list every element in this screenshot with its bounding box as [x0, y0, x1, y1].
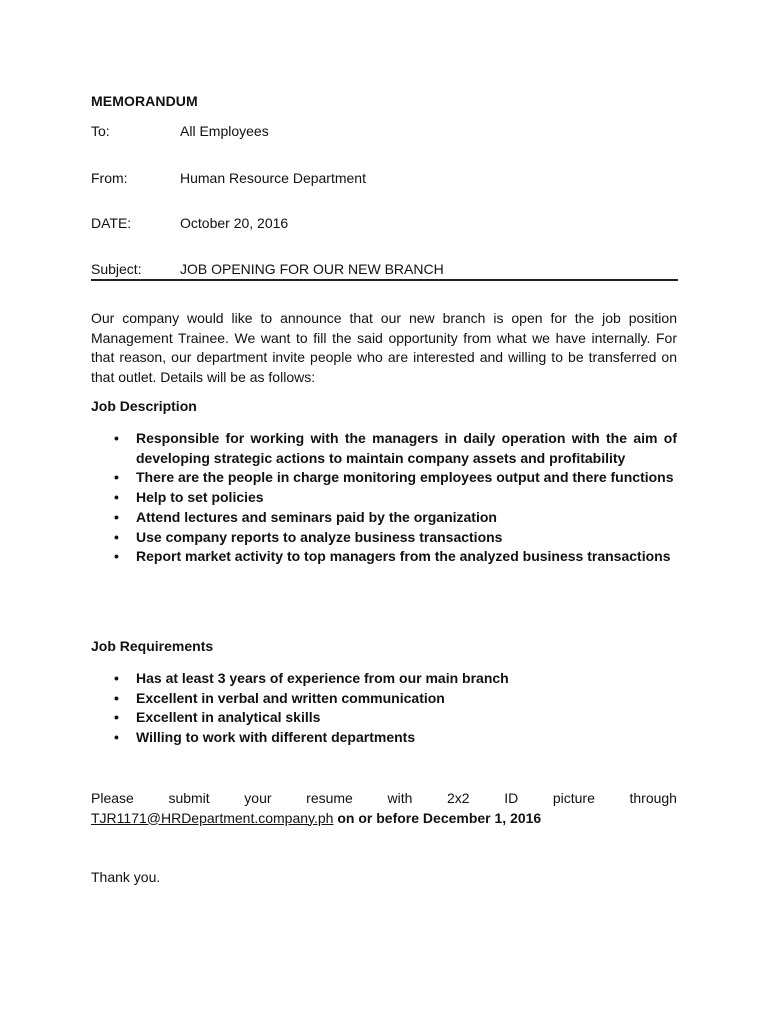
date-value: October 20, 2016 [180, 215, 289, 231]
list-item-text: Report market activity to top managers from the analyzed business transactions [136, 548, 671, 565]
list-item-text: Willing to work with different departments [136, 729, 416, 746]
bullet-icon: • [114, 528, 119, 545]
list-item [91, 689, 677, 709]
to-value: All Employees [180, 123, 269, 139]
list-item [91, 488, 677, 508]
bullet-icon: • [114, 548, 119, 565]
from-value: Human Resource Department [180, 170, 366, 186]
job-description-list [91, 429, 677, 567]
list-item [91, 669, 677, 689]
list-item [91, 708, 677, 728]
closing-text: Thank you. [91, 869, 161, 885]
list-item-text: Use company reports to analyze business transactions [136, 528, 503, 545]
list-item [91, 547, 677, 567]
bullet-icon: • [114, 430, 119, 446]
list-item-text: Responsible for working with the managers in daily operation with the aim of developing strategic actions to maintain company assets and profitability [136, 430, 677, 466]
bullet-icon: • [114, 508, 119, 525]
list-item [91, 728, 677, 748]
list-item-text: There are the people in charge monitoring employees output and there functions [136, 469, 674, 486]
bullet-icon: • [114, 689, 119, 706]
submit-word: through [629, 790, 677, 806]
submit-word: your [244, 790, 272, 806]
date-label: DATE: [91, 215, 132, 231]
job-requirements-list [91, 669, 677, 748]
intro-paragraph: Our company would like to announce that our new branch is open for the job position Management Trainee. We want to fill the said opportunity from what we have internally. For that reason, our department invite people who are interested and willing to be transferred on that outlet. Details will be as follows: [91, 310, 677, 385]
submit-word: picture [552, 790, 595, 806]
submit-instructions [91, 789, 677, 828]
submit-word: ID [504, 790, 519, 806]
submit-line [91, 789, 677, 809]
job-requirements-heading: Job Requirements [91, 638, 214, 654]
submit-line-2 [91, 809, 677, 829]
list-item-text: Excellent in analytical skills [136, 709, 321, 726]
from-label: From: [91, 170, 128, 186]
submit-word: submit [168, 790, 210, 806]
memo-title: MEMORANDUM [91, 93, 198, 109]
header-divider [91, 279, 678, 281]
bullet-icon: • [114, 729, 119, 746]
submit-word: Please [91, 790, 134, 806]
submit-word: 2x2 [447, 790, 470, 806]
bullet-icon: • [114, 489, 119, 506]
list-item-text: Attend lectures and seminars paid by the organization [136, 508, 497, 525]
submit-word: resume [306, 790, 353, 806]
list-item-text: Has at least 3 years of experience from our main branch [136, 670, 509, 686]
list-item [91, 528, 677, 548]
list-item [91, 429, 677, 468]
bullet-icon: • [114, 670, 119, 686]
subject-label: Subject: [91, 261, 142, 277]
list-item [91, 508, 677, 528]
submit-word: with [387, 790, 413, 806]
bullet-icon: • [114, 709, 119, 726]
list-item-text: Help to set policies [136, 489, 264, 506]
submit-deadline: on or before December 1, 2016 [337, 809, 542, 826]
list-item-text: Excellent in verbal and written communication [136, 689, 445, 706]
to-label: To: [91, 123, 110, 139]
email-link[interactable]: TJR1171@HRDepartment.company.ph [91, 809, 334, 826]
list-item [91, 468, 677, 488]
job-description-heading: Job Description [91, 398, 197, 414]
subject-value: JOB OPENING FOR OUR NEW BRANCH [180, 261, 444, 277]
bullet-icon: • [114, 469, 119, 486]
